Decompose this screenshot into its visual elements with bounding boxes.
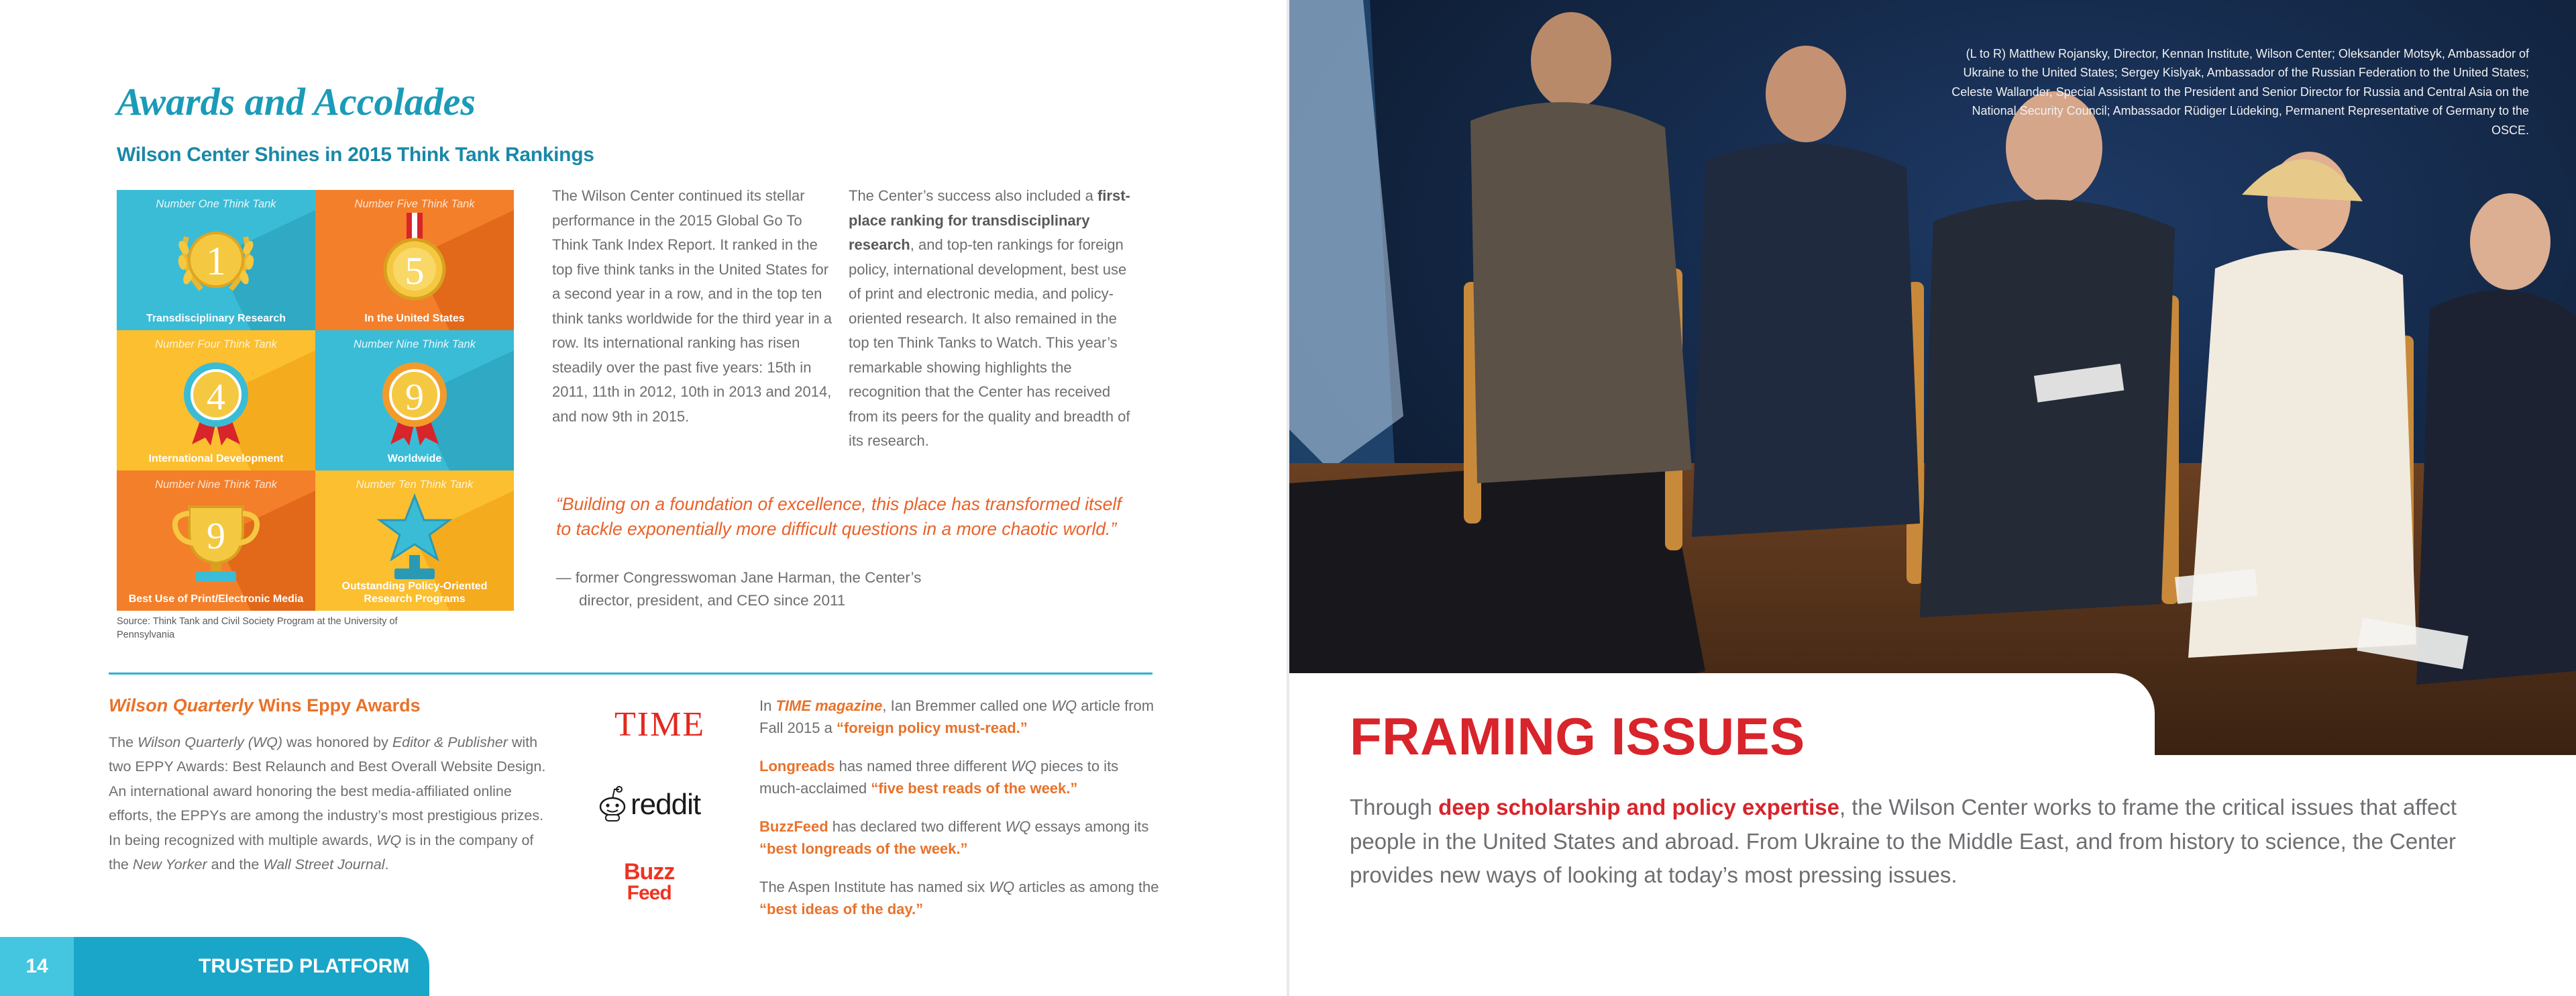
buzzfeed-logo: Buzz Feed: [624, 859, 675, 904]
body-column-2: The Center’s success also included a first-place ranking for transdisciplinary research, and top-ten rankings for foreign policy, international development, best use of print and electronic media, and policy-oriented research. It also remained in the top ten Think Tanks to Watch. This year’s remarkable showing highlights the recognition that the Center has received from its peers for the quality and breadth of its research.: [849, 187, 1130, 449]
ribbon-medal-icon: [166, 350, 266, 446]
tile-heading: Number Four Think Tank: [155, 338, 277, 350]
eppy-heading: Wilson Quarterly Wins Eppy Awards: [109, 695, 421, 715]
star-trophy-icon: [365, 491, 464, 586]
reddit-logo: reddit: [597, 784, 700, 821]
tile-category: Transdisciplinary Research: [146, 312, 286, 324]
tile-category: Outstanding Policy-Oriented Research Programs: [341, 581, 488, 605]
rank-number: 5: [405, 249, 425, 293]
section-body: Through deep scholarship and policy expertise, the Wilson Center works to frame the critical issues that affect people in the United States and abroad. From Ukraine to the Middle East, and from history to science, the Center provides new ways of looking at today’s most pressing issues.: [1350, 795, 2457, 887]
tile-category: In the United States: [364, 312, 465, 324]
tile-category: Worldwide: [387, 452, 442, 464]
page-title: Awards and Accolades: [117, 80, 476, 123]
ranking-tile: [315, 330, 514, 470]
section-subtitle: Wilson Center Shines in 2015 Think Tank Rankings: [117, 144, 594, 166]
page-number: 14: [0, 937, 74, 996]
rankings-grid: [117, 190, 514, 611]
rank-number: 9: [207, 515, 225, 557]
tile-heading: Number Nine Think Tank: [354, 338, 476, 350]
ranking-tile: [117, 190, 315, 330]
tile-category: Best Use of Print/Electronic Media: [128, 593, 304, 605]
rank-number: 4: [207, 377, 225, 418]
pull-quote: “Building on a foundation of excellence, this place has transformed itself to tackle exponentially more difficult questions in a more chaotic world.”: [556, 494, 1122, 539]
tile-category: International Development: [148, 452, 284, 464]
section-divider: [109, 673, 1152, 675]
section-footer-label: TRUSTED PLATFORM: [74, 937, 429, 996]
quote-attribution: — former Congresswoman Jane Harman, the Center’s director, president, and CEO since 2011: [556, 569, 922, 609]
ribbon-medal-icon: [365, 350, 464, 446]
ranking-tile: [117, 470, 315, 611]
ranking-tile: [117, 330, 315, 470]
press-item: BuzzFeed has declared two different WQ essays among its “best longreads of the week.”: [759, 818, 1149, 857]
section-title: FRAMING ISSUES: [1350, 707, 1805, 766]
press-item: The Aspen Institute has named six WQ articles as among the “best ideas of the day.”: [759, 879, 1159, 917]
tile-heading: Number Nine Think Tank: [155, 479, 277, 491]
laurel-medal-icon: [166, 210, 266, 305]
time-logo: TIME: [614, 705, 706, 744]
rank-number: 1: [206, 239, 226, 283]
tile-heading: Number One Think Tank: [156, 198, 276, 210]
ranking-tile: [315, 190, 514, 330]
photo-caption: (L to R) Matthew Rojansky, Director, Kennan Institute, Wilson Center; Oleksander Motsyk, Ambassador of Ukraine to the United States; Sergey Kislyak, Ambassador of the Russian Federation to the United States; Celeste Wallander, Special Assistant to the President and Senior Director for Russia and Central Asia on the National Security Council; Ambassador Rüdiger Lüdeking, Permanent Representative of Germany to the OSCE.: [1951, 47, 2529, 137]
reddit-alien-icon: [597, 784, 628, 821]
eppy-body: The Wilson Quarterly (WQ) was honored by Editor & Publisher with two EPPY Awards: Best Relaunch and Best Overall Website Design. An international award honoring the best media-affiliated online efforts, the EPPYs are among the industry’s most prestigious prizes. In being recognized with multiple awards, WQ is in the company of the New Yorker and the Wall Street Journal.: [109, 734, 546, 873]
tile-heading: Number Five Think Tank: [354, 198, 475, 210]
ranking-tile: [315, 470, 514, 611]
trophy-icon: [166, 491, 266, 586]
figure-source: Source: Think Tank and Civil Society Program at the University of Pennsylvania: [117, 616, 398, 640]
rank-number: 9: [405, 377, 424, 418]
body-column-1: The Wilson Center continued its stellar performance in the 2015 Global Go To Think Tank Index Report. It ranked in the top five think tanks in the United States for a second year in a row, and in the top ten think tanks worldwide for the third year in a row. Its international ranking has risen steadily over the past five years: 15th in 2011, 11th in 2012, 10th in 2013 and 2014, and now 9th in 2015.: [552, 187, 832, 425]
press-item: Longreads has named three different WQ pieces to its much-acclaimed “five best reads of the week.”: [759, 758, 1119, 797]
tile-heading: Number Ten Think Tank: [356, 479, 474, 491]
press-item: In TIME magazine, Ian Bremmer called one WQ article from Fall 2015 a “foreign policy must-read.”: [759, 697, 1155, 736]
gold-medal-icon: [365, 210, 464, 305]
